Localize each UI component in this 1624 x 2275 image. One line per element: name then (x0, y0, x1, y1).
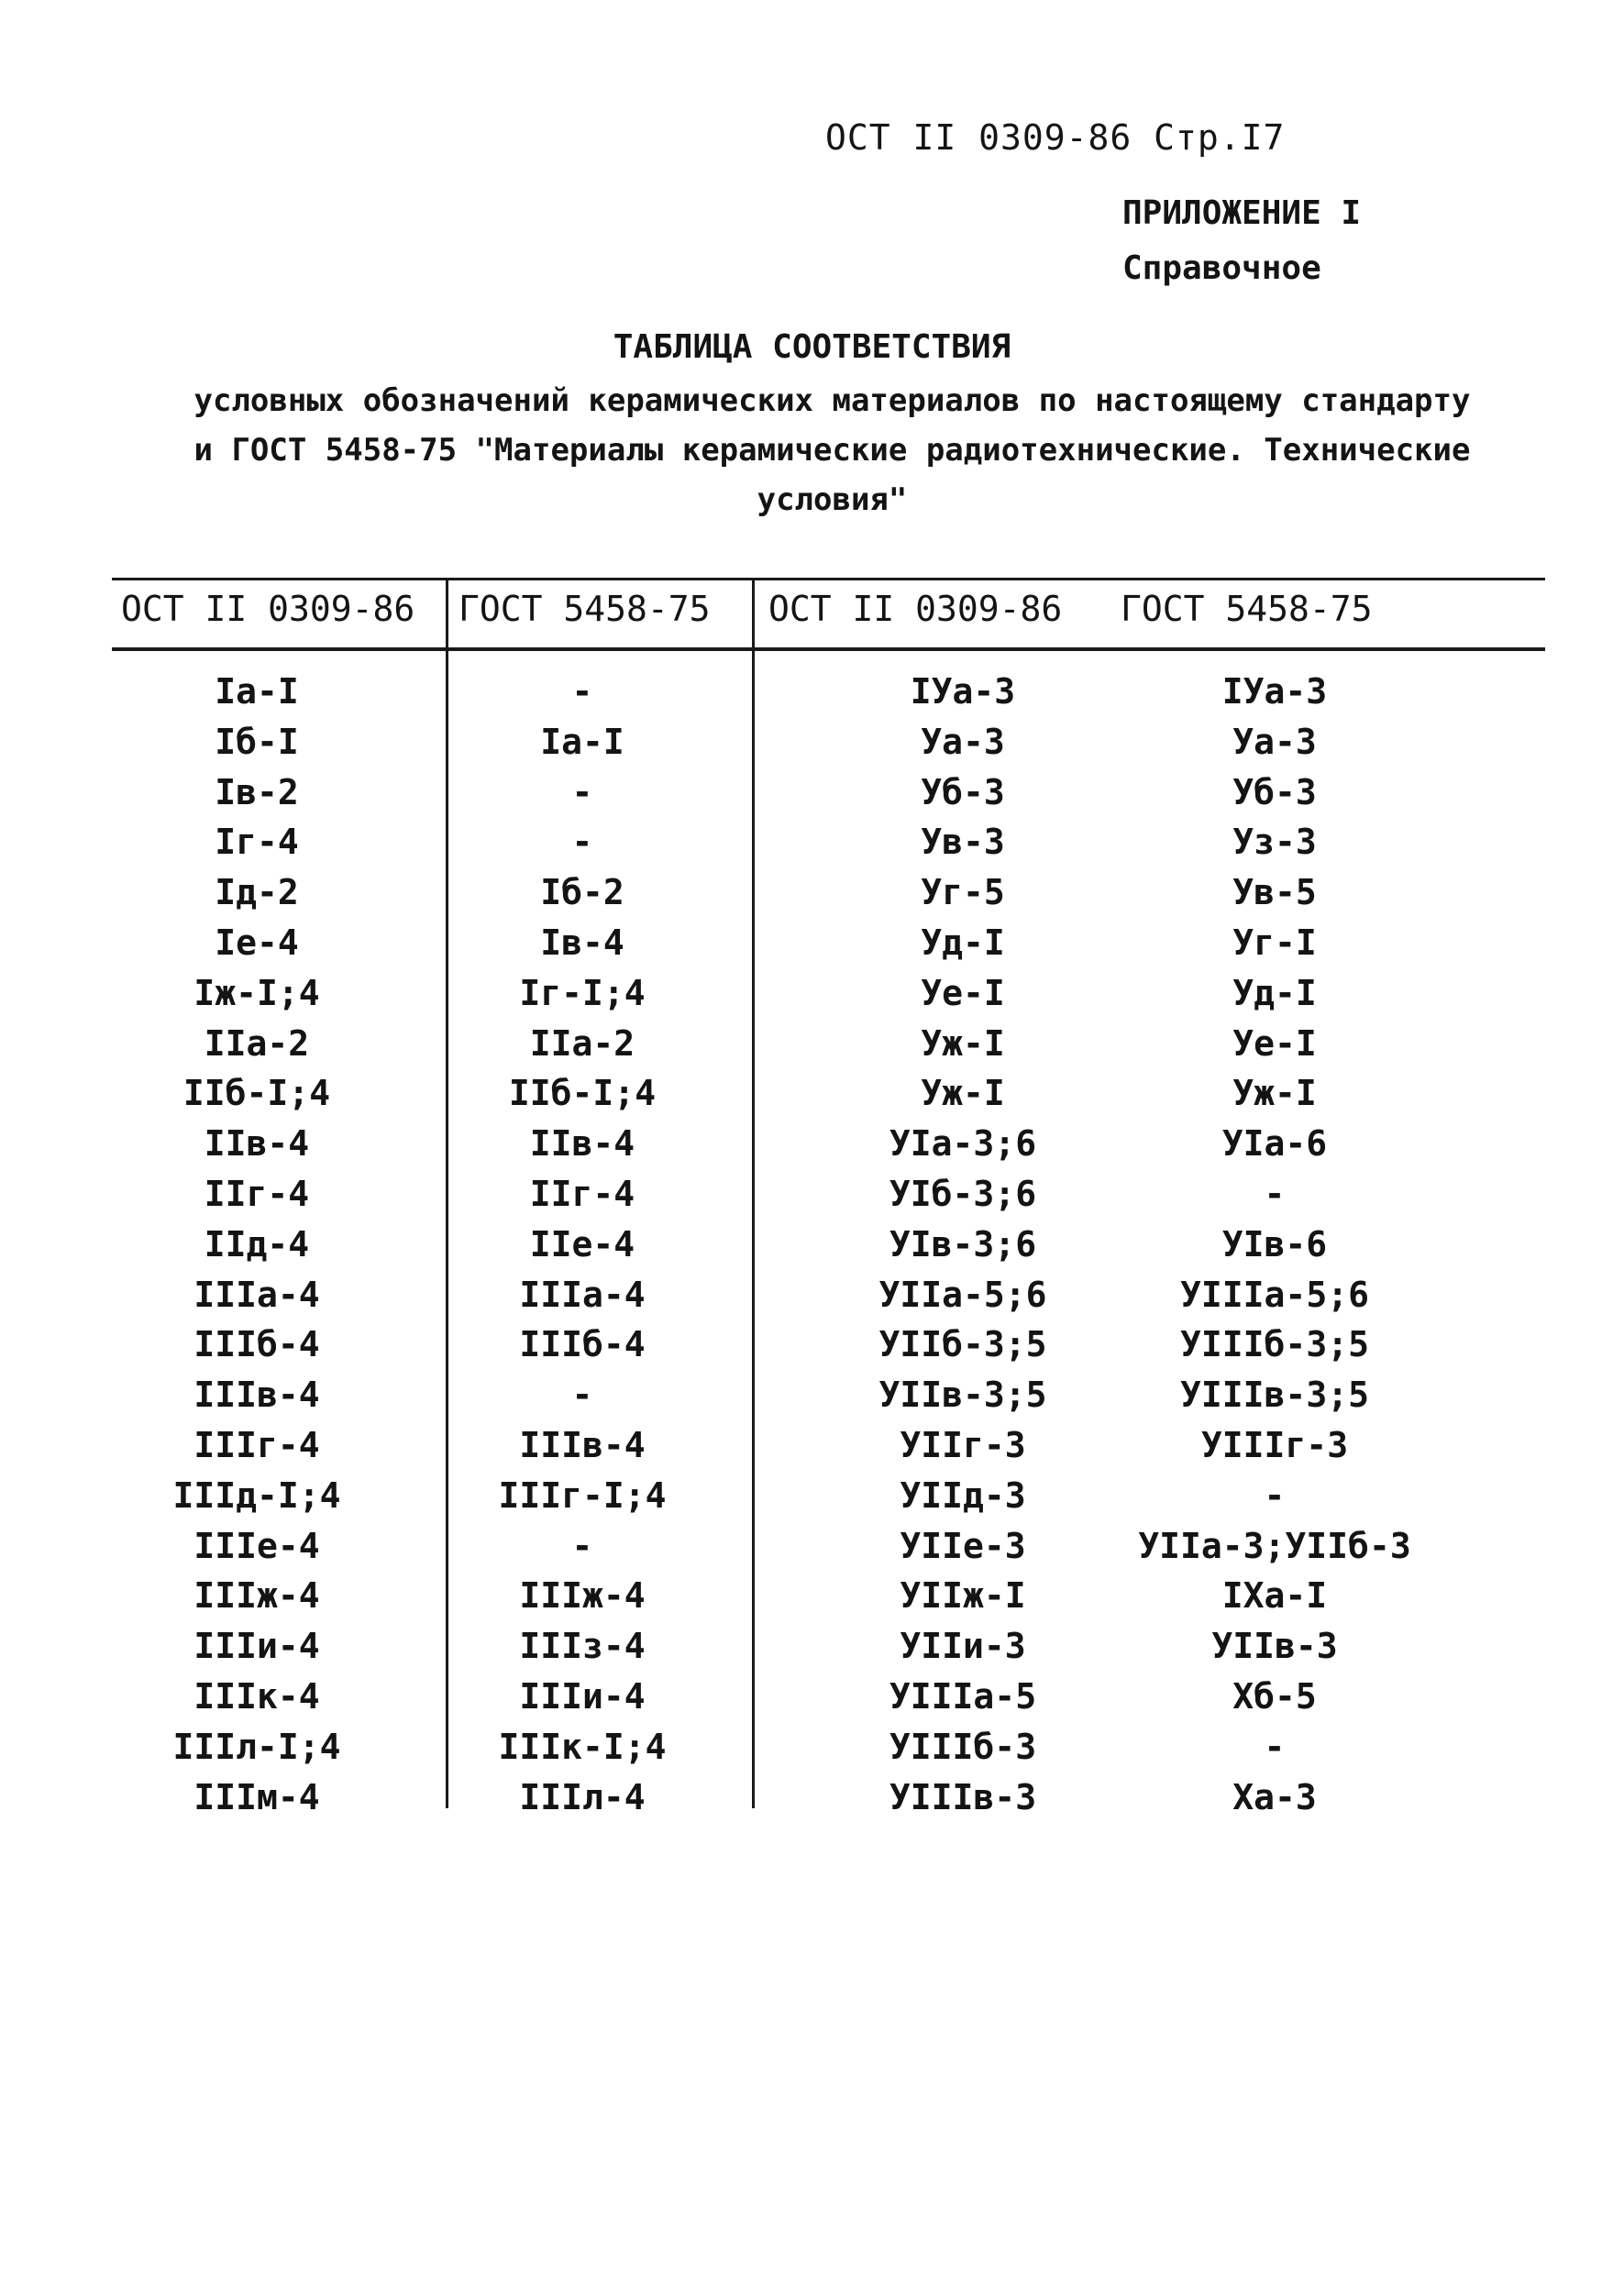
table-cell-gost-left: Iа-I (540, 721, 624, 762)
table-row (0, 1475, 1624, 1526)
table-cell-ost-left: IIг-4 (204, 1173, 310, 1214)
table-row (0, 772, 1624, 823)
subtitle-line-1: условных обозначений керамических материалов по настоящему стандарту (193, 382, 1471, 419)
table-cell-gost-right: Хб-5 (1232, 1675, 1317, 1717)
table-row (0, 1526, 1624, 1576)
table-cell-gost-left: IIг-4 (529, 1173, 635, 1214)
table-cell-ost-left: IIIв-4 (193, 1375, 320, 1416)
table-cell-gost-right: Уа-3 (1232, 721, 1317, 762)
table-cell-gost-right: УIIIб-3;5 (1180, 1324, 1369, 1365)
table-cell-ost-left: Iж-I;4 (193, 972, 320, 1013)
table-cell-gost-right: Уг-I (1232, 922, 1317, 963)
table-cell-gost-left: - (571, 771, 593, 812)
table-cell-gost-right: УIв-6 (1221, 1223, 1328, 1265)
table-cell-gost-right: - (1264, 1474, 1286, 1516)
appendix-label: ПРИЛОЖЕНИЕ I (1122, 194, 1362, 232)
table-cell-gost-right: IХа-I (1221, 1575, 1328, 1617)
table-cell-gost-left: IIа-2 (529, 1022, 635, 1064)
table-cell-gost-right: УIIв-3 (1211, 1626, 1338, 1667)
table-cell-ost-right: УIIIв-3 (889, 1776, 1037, 1817)
table-row (0, 1275, 1624, 1325)
table-cell-ost-right: Уе-I (921, 972, 1005, 1013)
table-cell-ost-left: IIв-4 (204, 1123, 310, 1165)
table-cell-ost-left: IIIм-4 (193, 1776, 320, 1817)
table-title: ТАБЛИЦА СООТВЕТСТВИЯ (613, 328, 1011, 366)
column-header-ost-left: ОСТ II 0309-86 (121, 589, 415, 629)
table-cell-ost-right: Уж-I (921, 1022, 1005, 1064)
table-cell-ost-left: IIIд-I;4 (172, 1474, 341, 1516)
table-cell-gost-right: УIIIв-3;5 (1180, 1375, 1369, 1416)
table-cell-gost-left: IIIз-4 (519, 1626, 646, 1667)
table-cell-ost-left: Iа-I (215, 671, 299, 712)
table-cell-ost-left: IIд-4 (204, 1223, 310, 1265)
table-cell-gost-left: IIв-4 (529, 1123, 635, 1165)
table-cell-gost-right: - (1264, 1173, 1286, 1214)
table-cell-ost-left: IIIа-4 (193, 1274, 320, 1315)
table-cell-ost-right: УIIб-3;5 (878, 1324, 1047, 1365)
table-cell-ost-right: Уа-3 (921, 721, 1005, 762)
table-cell-ost-right: Уг-5 (921, 872, 1005, 913)
table-cell-gost-right: Уз-3 (1232, 822, 1317, 863)
table-row (0, 872, 1624, 922)
table-cell-ost-right: УIIIб-3 (889, 1726, 1037, 1767)
table-cell-gost-left: - (571, 671, 593, 712)
table-cell-gost-right: Уж-I (1232, 1073, 1317, 1114)
table-cell-gost-right: Уе-I (1232, 1022, 1317, 1064)
table-row (0, 671, 1624, 722)
table-cell-gost-left: Iб-2 (540, 872, 624, 913)
column-header-gost-left: ГОСТ 5458-75 (458, 589, 711, 629)
table-cell-ost-right: УIб-3;6 (889, 1173, 1037, 1214)
document-reference: ОСТ II 0309-86 Стр.I7 (825, 117, 1286, 158)
table-row (0, 722, 1624, 772)
table-row (0, 822, 1624, 872)
table-cell-ost-right: Уб-3 (921, 771, 1005, 812)
table-cell-gost-left: IIIи-4 (519, 1675, 646, 1717)
table-cell-ost-left: IIа-2 (204, 1022, 310, 1064)
table-cell-gost-left: IIIж-4 (519, 1575, 646, 1617)
table-row (0, 1727, 1624, 1777)
column-header-ost-right: ОСТ II 0309-86 (768, 589, 1063, 629)
table-cell-ost-right: УIIг-3 (900, 1424, 1026, 1465)
table-row (0, 1123, 1624, 1174)
table-cell-gost-right: Уд-I (1232, 972, 1317, 1013)
appendix-type: Справочное (1122, 249, 1321, 287)
table-row (0, 1575, 1624, 1626)
table-row (0, 922, 1624, 973)
table-cell-gost-left: IIб-I;4 (508, 1073, 657, 1114)
subtitle-line-3: условия" (757, 481, 908, 518)
table-cell-ost-left: IIIл-I;4 (172, 1726, 341, 1767)
table-cell-gost-left: IIIб-4 (519, 1324, 646, 1365)
table-cell-ost-left: IIIб-4 (193, 1324, 320, 1365)
table-cell-gost-left: IIIк-I;4 (498, 1726, 667, 1767)
table-cell-ost-right: УIIж-I (900, 1575, 1026, 1617)
table-row (0, 973, 1624, 1023)
table-cell-ost-right: IУа-3 (910, 671, 1016, 712)
column-header-gost-right: ГОСТ 5458-75 (1121, 589, 1373, 629)
table-row (0, 1676, 1624, 1727)
table-cell-gost-left: IIIл-4 (519, 1776, 646, 1817)
table-cell-ost-left: IIIи-4 (193, 1626, 320, 1667)
table-row (0, 1626, 1624, 1676)
table-row (0, 1073, 1624, 1123)
table-cell-ost-left: IIIж-4 (193, 1575, 320, 1617)
table-cell-gost-right: УIIа-3;УIIб-3 (1138, 1525, 1411, 1566)
table-row (0, 1324, 1624, 1375)
table-cell-gost-right: УIIIг-3 (1200, 1424, 1349, 1465)
table-cell-gost-left: IIе-4 (529, 1223, 635, 1265)
table-top-rule (112, 578, 1545, 580)
table-cell-ost-right: УIIа-5;6 (878, 1274, 1047, 1315)
table-cell-ost-left: Iб-I (215, 721, 299, 762)
table-row (0, 1375, 1624, 1425)
table-cell-gost-right: - (1264, 1726, 1286, 1767)
table-cell-gost-left: - (571, 1525, 593, 1566)
table-cell-ost-left: IIIк-4 (193, 1675, 320, 1717)
table-cell-ost-left: Iе-4 (215, 922, 299, 963)
table-cell-gost-right: Ув-5 (1232, 872, 1317, 913)
table-cell-gost-left: - (571, 822, 593, 863)
table-cell-ost-right: Уд-I (921, 922, 1005, 963)
table-cell-ost-left: Iв-2 (215, 771, 299, 812)
subtitle-line-2: и ГОСТ 5458-75 "Материалы керамические радиотехнические. Технические (193, 432, 1471, 469)
table-cell-ost-right: Ув-3 (921, 822, 1005, 863)
table-cell-ost-left: IIIе-4 (193, 1525, 320, 1566)
table-row (0, 1023, 1624, 1074)
table-cell-gost-right: УIа-6 (1221, 1123, 1328, 1165)
table-cell-ost-right: УIIи-3 (900, 1626, 1026, 1667)
table-cell-gost-right: Ха-3 (1232, 1776, 1317, 1817)
table-cell-ost-right: УIв-3;6 (889, 1223, 1037, 1265)
table-cell-gost-left: IIIа-4 (519, 1274, 646, 1315)
table-cell-ost-right: УIа-3;6 (889, 1123, 1037, 1165)
table-row (0, 1777, 1624, 1828)
table-cell-ost-left: IIIг-4 (193, 1424, 320, 1465)
table-subtitle (124, 376, 1541, 525)
table-body (0, 671, 1624, 1827)
table-row (0, 1425, 1624, 1475)
table-row (0, 1174, 1624, 1224)
table-cell-gost-left: IIIв-4 (519, 1424, 646, 1465)
table-cell-ost-right: УIIе-3 (900, 1525, 1026, 1566)
table-cell-gost-left: Iг-I;4 (519, 972, 646, 1013)
table-cell-ost-left: IIб-I;4 (182, 1073, 331, 1114)
table-header-rule (112, 647, 1545, 651)
table-cell-ost-left: Iг-4 (215, 822, 299, 863)
table-cell-ost-left: Iд-2 (215, 872, 299, 913)
table-cell-gost-right: УIIIа-5;6 (1180, 1274, 1369, 1315)
table-cell-gost-left: - (571, 1375, 593, 1416)
table-cell-ost-right: УIIIа-5 (889, 1675, 1037, 1717)
table-cell-gost-left: Iв-4 (540, 922, 624, 963)
table-cell-gost-right: IУа-3 (1221, 671, 1328, 712)
table-cell-gost-right: Уб-3 (1232, 771, 1317, 812)
table-cell-ost-right: УIIв-3;5 (878, 1375, 1047, 1416)
table-row (0, 1224, 1624, 1275)
table-cell-ost-right: УIIд-3 (900, 1474, 1026, 1516)
table-cell-gost-left: IIIг-I;4 (498, 1474, 667, 1516)
table-cell-ost-right: Уж-I (921, 1073, 1005, 1114)
